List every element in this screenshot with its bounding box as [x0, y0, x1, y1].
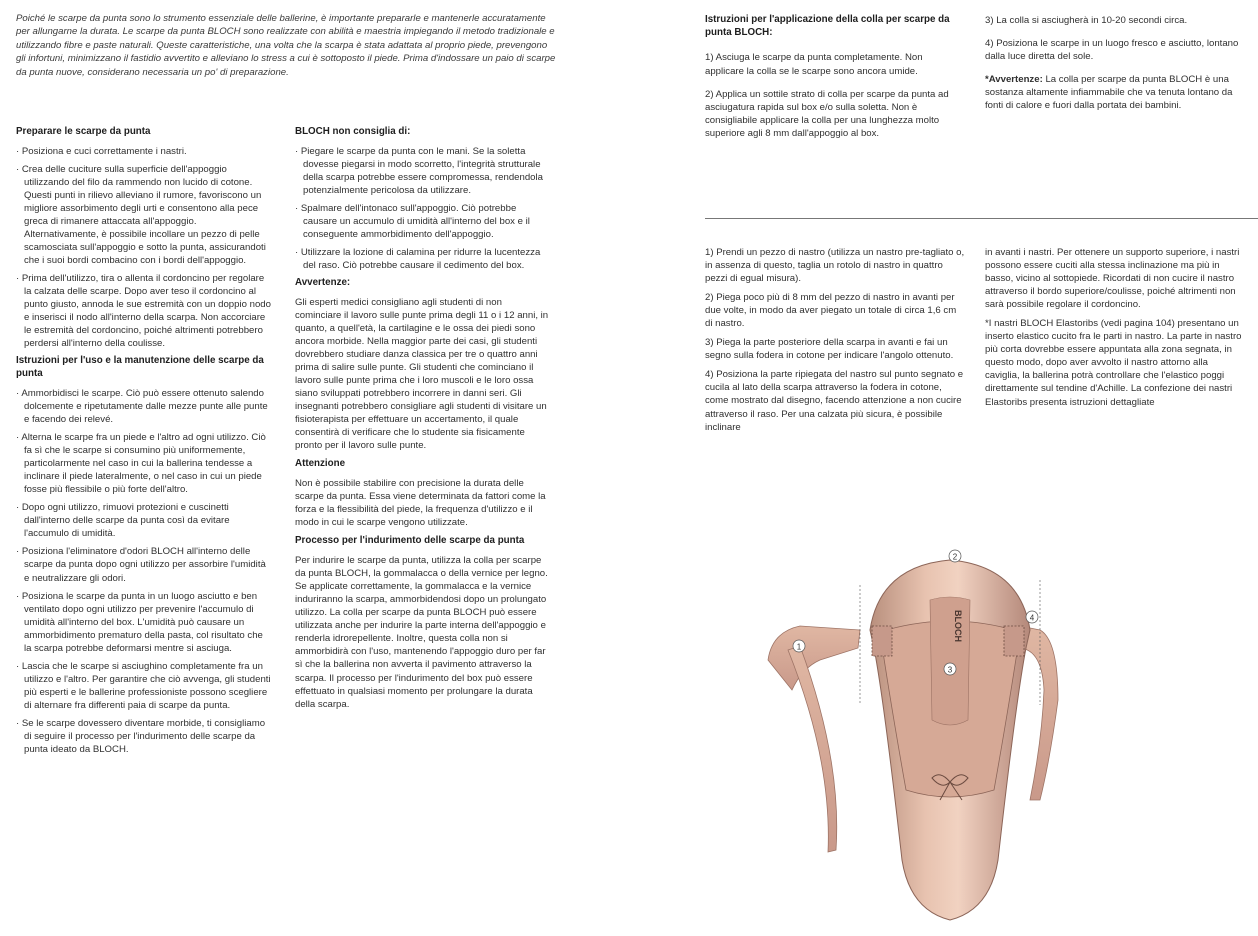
warnings-heading: Avvertenze: [295, 277, 351, 289]
ribbon-steps [705, 246, 965, 440]
warnings-text: Gli esperti medici consigliano agli studenti di non cominciare il lavoro sulle punte prima degli 11 o i 12 anni, in quanto, a quell'età, la cartilagine e le ossa dei piedi sono ancora morbide. Nella maggior parte dei casi, gli studenti dovrebbero studiare danza classica per tre o quattro anni prima di salire sulle punte. Gli studenti che cominciano il lavoro sulle punte prima che i loro muscoli e le loro ossa siano sviluppati potrebbero incorrere in danni seri. Gli insegnanti potrebbero consigliare agli studenti di visitare un fisioterapista per effettuare un accertamento, il quale consentirà di verificare che lo studente sia fisicamente pronto per il lavoro sulle punte. [295, 296, 549, 452]
glue-instructions-cont [985, 14, 1240, 118]
svg-text:1: 1 [796, 642, 802, 652]
glue-warning-text: La colla per scarpe da punta BLOCH è una sostanza altamente infiammabile che va tenuta lontano da fonti di calore e fuori dalla portata dei bambini. [985, 74, 1233, 112]
not-recommended-heading: BLOCH non consiglia di: [295, 126, 411, 137]
glue-instructions [705, 14, 960, 146]
left-ribbon [768, 626, 860, 690]
svg-text:4: 4 [1029, 613, 1035, 623]
hardening-heading: Processo per l'indurimento delle scarpe da punta [295, 535, 525, 547]
marker-2 [949, 550, 961, 562]
column-2 [295, 126, 550, 717]
attention-heading: Attenzione [295, 458, 346, 470]
svg-text:2: 2 [952, 552, 958, 562]
glue-step: 4) Posiziona le scarpe in un luogo fresco e asciutto, lontano dalla luce diretta del sole. [985, 38, 1239, 63]
glue-heading: Istruzioni per l'applicazione della colla per scarpe da punta BLOCH: [705, 14, 950, 38]
list-item: · Ammorbidisci le scarpe. Ciò può essere ottenuto salendo dolcemente e ripetutamente dalle mezze punte alle punte e facendo dei relevé. [16, 387, 271, 426]
list-item: · Posiziona e cuci correttamente i nastri. [16, 145, 271, 158]
list-item: · Posiziona l'eliminatore d'odori BLOCH all'interno delle scarpe da punta dopo ogni utilizzo per assorbire l'umidità e neutralizzare gli odori. [16, 545, 271, 584]
prep-heading: Preparare le scarpe da punta [16, 126, 151, 137]
ribbon-step: 2) Piega poco più di 8 mm del pezzo di nastro in avanti per due volte, in modo da aver piegato un totale di circa 1,6 cm di nastro. [705, 292, 957, 330]
list-item: · Piegare le scarpe da punta con le mani. Se la soletta dovesse piegarsi in modo scorretto, l'integrità strutturale della scarpa potrebbe essere compromessa, rendendola potenzialmente pericolosa da utilizzare. [295, 145, 550, 197]
list-item: · Prima dell'utilizzo, tira o allenta il cordoncino per regolare la calzata delle scarpe. Dopo aver teso il cordoncino al punto giusto, annoda le sue estremità con un doppio nodo e inserisci il nodo all'interno della scarpa. Non accorciare le estremità del cordoncino, poiché altrimenti potrebbero perdersi all'interno della coulisse. [16, 272, 271, 350]
list-item: · Spalmare dell'intonaco sull'appoggio. Ciò potrebbe causare un accumulo di umidità all'interno del box e il conseguente ammorbidimento dell'appoggio. [295, 202, 550, 241]
glue-warning [985, 73, 1240, 112]
stitch-patch-right [1004, 626, 1024, 656]
svg-text:3: 3 [947, 665, 953, 675]
column-1 [16, 126, 271, 761]
list-item: · Posiziona le scarpe da punta in un luogo asciutto e ben ventilato dopo ogni utilizzo per prevenire l'accumulo di umidità all'interno del box. L'umidità può causare un ammorbidimento prematuro della pasta, col risultato che la scarpa potrebbe deformarsi mentre si asciuga. [16, 590, 271, 655]
glue-step: 3) La colla si asciugherà in 10-20 secondi circa. [985, 15, 1188, 26]
pointe-shoe-illustration [760, 548, 1060, 930]
list-item: · Lascia che le scarpe si asciughino completamente fra un utilizzo e l'altro. Per garantire che ciò avvenga, gli studenti più esperti e le ballerine professioniste possono scegliere di alternare fra differenti paia di scarpe da punta. [16, 660, 271, 712]
ribbon-step: 3) Piega la parte posteriore della scarpa in avanti e fai un segno sulla fodera in cotone per indicare l'angolo ottenuto. [705, 337, 954, 362]
insole [930, 597, 970, 725]
use-heading: Istruzioni per l'uso e la manutenzione delle scarpe da punta [16, 355, 264, 380]
marker-3 [944, 663, 956, 675]
list-item: · Utilizzare la lozione di calamina per ridurre la lucentezza del raso. Ciò potrebbe causare il cedimento del box. [295, 246, 550, 272]
stitch-patch-left [872, 626, 892, 656]
brand-label: BLOCH [953, 610, 963, 642]
attention-text: Non è possibile stabilire con precisione la durata delle scarpe da punta. Essa viene determinata da fattori come la forza e la flessibilità del piede, la frequenza d'utilizzo e il modo in cui le scarpe vengono utilizzate. [295, 478, 546, 529]
ribbon-step: 1) Prendi un pezzo di nastro (utilizza un nastro pre-tagliato o, in assenza di questo, taglia un rotolo di nastro in quattro pezzi di egual misura). [705, 247, 965, 285]
elastoribs-note: *I nastri BLOCH Elastoribs (vedi pagina 104) presentano un inserto elastico cucito fra le parti in nastro. La parte in nastro più corta dovrebbe essere appuntata alla zona segnata, in questo modo, dopo aver avvolto il nastro attorno alla caviglia, la ballerina potrà controllare che l'elastico poggi direttamente sul tendine d'Achille. La confezione dei nastri Elastoribs presenta istruzioni dettagliate [985, 318, 1242, 408]
list-item: · Dopo ogni utilizzo, rimuovi protezioni e cuscinetti dall'interno delle scarpe da punta così da evitare l'accumulo di umidità. [16, 501, 271, 540]
ribbon-steps-cont [985, 246, 1245, 415]
marker-1 [793, 640, 805, 652]
section-divider [705, 218, 1258, 219]
marker-4 [1026, 611, 1038, 623]
hardening-text: Per indurire le scarpe da punta, utilizza la colla per scarpe da punta BLOCH, la gommalacca o della vernice per legno. Se applicate correttamente, la gommalacca e la vernice induriranno la scarpa, ammorbidendosi dopo un prolungato utilizzo. La colla per scarpe da punta BLOCH può essere utilizzata anche per indurire la parte interna dell'appoggio e renderla idrorepellente. Inoltre, questa colla non si ammorbidirà con l'uso, mantenendo l'appoggio duro per far sì che la ballerina non avverta il pavimento attraverso la scarpa. Il processo per l'indurimento del box può essere effettuato in qualsiasi momento per prolungare la durata della scarpa. [295, 555, 548, 710]
glue-warning-label: *Avvertenze: [985, 74, 1043, 86]
list-item: · Se le scarpe dovessero diventare morbide, ti consigliamo di seguire il processo per l'indurimento delle scarpe da punta ideato da BLOCH. [16, 717, 271, 756]
list-item: · Crea delle cuciture sulla superficie dell'appoggio utilizzando del filo da rammendo non lucido di cotone. Questi punti in rilievo alleviano il rumore, favoriscono un migliore assorbimento degli urti e consentono alla pece greca di rimanere attaccata all'appoggio. Alternativamente, è possibile incollare un pezzo di pelle scamosciata sull'appoggio e sotto la punta, assicurandoti che i suoi bordi combacino con i bordi dell'appoggio. [16, 163, 271, 267]
glue-step: 1) Asciuga le scarpe da punta completamente. Non applicare la colla se le scarpe sono ancora umide. [705, 52, 923, 77]
glue-step: 2) Applica un sottile strato di colla per scarpe da punta ad asciugatura rapida sul box e/o sulla soletta. Non è consigliabile applicare la colla per una lunghezza molto superiore agli 8 mm dall'appoggio al box. [705, 88, 949, 139]
intro-paragraph: Poiché le scarpe da punta sono lo strumento essenziale delle ballerine, è importante prepararle e mantenerle accuratamente per allungarne la durata. Le scarpe da punta BLOCH sono realizzate con abilità e maestria impiegando il metodo tradizionale e utilizzando fibre e paste naturali. Queste caratteristiche, una volta che la scarpa è stata adattata al proprio piede, prevengono gli infortuni, minimizzano il fastidio avvertito e alleviano lo stress a cui è sottoposto il piede. Prima d'indossare un paio di scarpe da punta nuove, considerano necessaria un po' di preparazione. [16, 13, 556, 78]
list-item: · Alterna le scarpe fra un piede e l'altro ad ogni utilizzo. Ciò fa sì che le scarpe si consumino più uniformemente, particolarmente nel caso in cui la ballerina tendesse a inclinare il piede lateralmente, o nel caso in cui un piede fosse più flessibile o più forte dell'altro. [16, 431, 271, 496]
ribbon-continued: in avanti i nastri. Per ottenere un supporto superiore, i nastri possono essere cuciti alla stessa inclinazione ma più in basso, vicino al sottopiede. Ricordati di non cucire il nastro attraverso il bordo superiore/coulisse, poiché altrimenti non sarà possibile regolare il cordoncino. [985, 247, 1240, 311]
ribbon-step: 4) Posiziona la parte ripiegata del nastro sul punto segnato e cucila al lato della scarpa attraverso la fodera in cotone, come mostrato dal disegno, facendo attenzione a non cucire attraverso il raso. Per una calzata più sicura, è possibile inclinare [705, 369, 964, 433]
